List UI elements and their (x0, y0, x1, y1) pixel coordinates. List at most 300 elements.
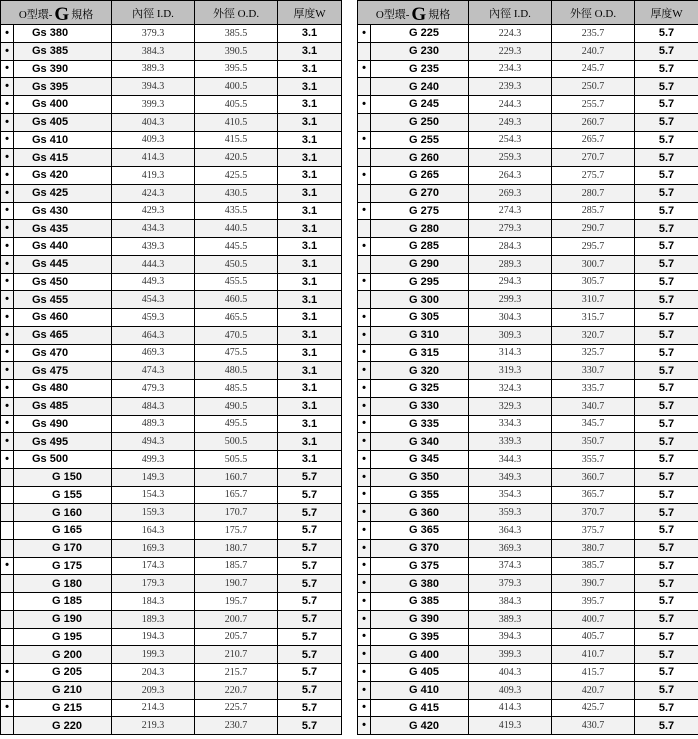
outer-diameter-value: 460.5 (195, 291, 278, 309)
outer-diameter-value: 405.5 (195, 96, 278, 114)
width-value: 5.7 (635, 433, 698, 451)
stock-mark: • (1, 451, 14, 469)
table-row (1, 522, 342, 540)
width-value: 5.7 (635, 522, 698, 540)
inner-diameter-value: 189.3 (112, 610, 195, 628)
outer-diameter-value: 215.7 (195, 664, 278, 682)
spec-code: G 155 (14, 486, 112, 504)
spec-code: G 250 (371, 113, 469, 131)
header-outer-diameter: 外徑 O.D. (552, 1, 635, 25)
inner-diameter-value: 279.3 (469, 220, 552, 238)
width-value: 5.7 (278, 717, 342, 735)
stock-mark: • (1, 380, 14, 398)
inner-diameter-value: 404.3 (469, 664, 552, 682)
inner-diameter-value: 164.3 (112, 522, 195, 540)
outer-diameter-value: 280.7 (552, 184, 635, 202)
width-value: 5.7 (278, 539, 342, 557)
inner-diameter-value: 364.3 (469, 522, 552, 540)
spec-code: G 265 (371, 167, 469, 185)
outer-diameter-value: 245.7 (552, 60, 635, 78)
width-value: 5.7 (278, 664, 342, 682)
outer-diameter-value: 250.7 (552, 78, 635, 96)
spec-code: Gs 470 (14, 344, 112, 362)
spec-code: Gs 410 (14, 131, 112, 149)
spec-code: G 405 (371, 664, 469, 682)
header-prefix: O型環- (375, 8, 410, 21)
width-value: 5.7 (635, 486, 698, 504)
outer-diameter-value: 375.7 (552, 522, 635, 540)
header-inner-diameter: 內徑 I.D. (112, 1, 195, 25)
stock-mark: • (358, 539, 371, 557)
outer-diameter-value: 255.7 (552, 96, 635, 114)
spec-code: G 180 (14, 575, 112, 593)
spec-code: G 285 (371, 238, 469, 256)
outer-diameter-value: 395.7 (552, 593, 635, 611)
o-ring-spec-table-right (357, 0, 698, 735)
spec-code: G 295 (371, 273, 469, 291)
inner-diameter-value: 499.3 (112, 451, 195, 469)
inner-diameter-value: 379.3 (469, 575, 552, 593)
inner-diameter-value: 389.3 (112, 60, 195, 78)
stock-mark: • (1, 664, 14, 682)
outer-diameter-value: 325.7 (552, 344, 635, 362)
outer-diameter-value: 330.7 (552, 362, 635, 380)
table-row (358, 539, 698, 557)
spec-code: G 300 (371, 291, 469, 309)
outer-diameter-value: 275.7 (552, 167, 635, 185)
inner-diameter-value: 319.3 (469, 362, 552, 380)
spec-code: G 270 (371, 184, 469, 202)
stock-mark: • (1, 273, 14, 291)
stock-mark: • (358, 681, 371, 699)
outer-diameter-value: 320.7 (552, 326, 635, 344)
stock-mark: • (358, 202, 371, 220)
outer-diameter-value: 430.7 (552, 717, 635, 735)
stock-mark: • (1, 96, 14, 114)
inner-diameter-value: 469.3 (112, 344, 195, 362)
spec-code: G 235 (371, 60, 469, 78)
outer-diameter-value: 390.5 (195, 42, 278, 60)
spec-code: G 325 (371, 380, 469, 398)
spec-code: Gs 420 (14, 167, 112, 185)
inner-diameter-value: 409.3 (112, 131, 195, 149)
spec-code: G 415 (371, 699, 469, 717)
spec-code: G 195 (14, 628, 112, 646)
stock-mark: • (358, 522, 371, 540)
outer-diameter-value: 340.7 (552, 397, 635, 415)
stock-mark: • (358, 433, 371, 451)
spec-code: G 375 (371, 557, 469, 575)
width-value: 5.7 (635, 291, 698, 309)
outer-diameter-value: 295.7 (552, 238, 635, 256)
inner-diameter-value: 394.3 (469, 628, 552, 646)
inner-diameter-value: 194.3 (112, 628, 195, 646)
width-value: 3.1 (278, 202, 342, 220)
width-value: 5.7 (635, 415, 698, 433)
inner-diameter-value: 349.3 (469, 468, 552, 486)
stock-mark: • (1, 344, 14, 362)
outer-diameter-value: 425.5 (195, 167, 278, 185)
spec-code: G 350 (371, 468, 469, 486)
inner-diameter-value: 209.3 (112, 681, 195, 699)
table-row (1, 717, 342, 735)
outer-diameter-value: 365.7 (552, 486, 635, 504)
width-value: 5.7 (635, 681, 698, 699)
stock-mark (1, 646, 14, 664)
width-value: 5.7 (635, 628, 698, 646)
table-row (1, 255, 342, 273)
outer-diameter-value: 400.5 (195, 78, 278, 96)
inner-diameter-value: 184.3 (112, 593, 195, 611)
table-row (1, 42, 342, 60)
width-value: 5.7 (635, 646, 698, 664)
stock-mark: • (1, 326, 14, 344)
spec-code: Gs 405 (14, 113, 112, 131)
outer-diameter-value: 420.7 (552, 681, 635, 699)
header-inner-diameter: 內徑 I.D. (469, 1, 552, 25)
spec-code: G 370 (371, 539, 469, 557)
stock-mark: • (358, 557, 371, 575)
stock-mark: • (1, 255, 14, 273)
stock-mark: • (358, 646, 371, 664)
table-header-row (1, 1, 342, 25)
spec-code: G 305 (371, 309, 469, 327)
table-row (1, 628, 342, 646)
table-row (1, 415, 342, 433)
inner-diameter-value: 444.3 (112, 255, 195, 273)
inner-diameter-value: 424.3 (112, 184, 195, 202)
spec-code: G 360 (371, 504, 469, 522)
inner-diameter-value: 439.3 (112, 238, 195, 256)
stock-mark: • (1, 415, 14, 433)
outer-diameter-value: 415.5 (195, 131, 278, 149)
width-value: 3.1 (278, 380, 342, 398)
spec-code: G 170 (14, 539, 112, 557)
outer-diameter-value: 405.7 (552, 628, 635, 646)
width-value: 5.7 (278, 681, 342, 699)
width-value: 3.1 (278, 149, 342, 167)
inner-diameter-value: 274.3 (469, 202, 552, 220)
table-row (358, 717, 698, 735)
outer-diameter-value: 495.5 (195, 415, 278, 433)
inner-diameter-value: 294.3 (469, 273, 552, 291)
stock-mark: • (1, 202, 14, 220)
spec-code: G 320 (371, 362, 469, 380)
table-row (358, 78, 698, 96)
table-row (358, 610, 698, 628)
inner-diameter-value: 269.3 (469, 184, 552, 202)
inner-diameter-value: 314.3 (469, 344, 552, 362)
inner-diameter-value: 354.3 (469, 486, 552, 504)
table-row (1, 25, 342, 43)
stock-mark: • (1, 42, 14, 60)
stock-mark: • (1, 184, 14, 202)
table-row (358, 326, 698, 344)
outer-diameter-value: 290.7 (552, 220, 635, 238)
stock-mark: • (1, 60, 14, 78)
spec-code: G 385 (371, 593, 469, 611)
width-value: 5.7 (635, 202, 698, 220)
stock-mark (1, 610, 14, 628)
outer-diameter-value: 465.5 (195, 309, 278, 327)
width-value: 3.1 (278, 220, 342, 238)
width-value: 3.1 (278, 451, 342, 469)
stock-mark: • (1, 433, 14, 451)
outer-diameter-value: 175.7 (195, 522, 278, 540)
stock-mark: • (358, 60, 371, 78)
spec-code: G 395 (371, 628, 469, 646)
stock-mark (358, 220, 371, 238)
inner-diameter-value: 149.3 (112, 468, 195, 486)
outer-diameter-value: 235.7 (552, 25, 635, 43)
outer-diameter-value: 480.5 (195, 362, 278, 380)
inner-diameter-value: 239.3 (469, 78, 552, 96)
spec-code: G 310 (371, 326, 469, 344)
spec-code: G 330 (371, 397, 469, 415)
inner-diameter-value: 484.3 (112, 397, 195, 415)
stock-mark (1, 468, 14, 486)
inner-diameter-value: 399.3 (469, 646, 552, 664)
spec-code: Gs 455 (14, 291, 112, 309)
stock-mark: • (1, 149, 14, 167)
width-value: 5.7 (635, 362, 698, 380)
stock-mark: • (358, 610, 371, 628)
inner-diameter-value: 204.3 (112, 664, 195, 682)
spec-code: G 200 (14, 646, 112, 664)
width-value: 5.7 (635, 397, 698, 415)
outer-diameter-value: 455.5 (195, 273, 278, 291)
inner-diameter-value: 359.3 (469, 504, 552, 522)
stock-mark: • (1, 220, 14, 238)
width-value: 3.1 (278, 255, 342, 273)
inner-diameter-value: 254.3 (469, 131, 552, 149)
outer-diameter-value: 450.5 (195, 255, 278, 273)
table-row (1, 220, 342, 238)
stock-mark: • (358, 362, 371, 380)
inner-diameter-value: 199.3 (112, 646, 195, 664)
table-row (1, 539, 342, 557)
stock-mark (358, 184, 371, 202)
table-row (1, 60, 342, 78)
stock-mark: • (1, 557, 14, 575)
table-row (358, 255, 698, 273)
table-row (358, 238, 698, 256)
width-value: 3.1 (278, 184, 342, 202)
table-row (358, 628, 698, 646)
width-value: 5.7 (635, 539, 698, 557)
table-row (1, 433, 342, 451)
stock-mark: • (1, 362, 14, 380)
spec-code: Gs 400 (14, 96, 112, 114)
spec-code: Gs 495 (14, 433, 112, 451)
width-value: 3.1 (278, 42, 342, 60)
width-value: 5.7 (635, 699, 698, 717)
table-row (358, 415, 698, 433)
table-row (358, 113, 698, 131)
outer-diameter-value: 390.7 (552, 575, 635, 593)
inner-diameter-value: 404.3 (112, 113, 195, 131)
outer-diameter-value: 505.5 (195, 451, 278, 469)
spec-code: Gs 430 (14, 202, 112, 220)
width-value: 5.7 (635, 664, 698, 682)
width-value: 5.7 (635, 309, 698, 327)
inner-diameter-value: 309.3 (469, 326, 552, 344)
spec-code: G 420 (371, 717, 469, 735)
inner-diameter-value: 434.3 (112, 220, 195, 238)
inner-diameter-value: 329.3 (469, 397, 552, 415)
table-row (1, 344, 342, 362)
table-row (358, 486, 698, 504)
outer-diameter-value: 425.7 (552, 699, 635, 717)
header-width: 厚度W (635, 1, 698, 25)
outer-diameter-value: 440.5 (195, 220, 278, 238)
stock-mark: • (358, 504, 371, 522)
width-value: 3.1 (278, 238, 342, 256)
stock-mark (358, 255, 371, 273)
width-value: 5.7 (278, 468, 342, 486)
inner-diameter-value: 249.3 (469, 113, 552, 131)
table-row (358, 557, 698, 575)
outer-diameter-value: 300.7 (552, 255, 635, 273)
width-value: 5.7 (635, 468, 698, 486)
table-row (358, 291, 698, 309)
outer-diameter-value: 430.5 (195, 184, 278, 202)
header-letter: G (411, 3, 427, 25)
width-value: 5.7 (635, 113, 698, 131)
inner-diameter-value: 244.3 (469, 96, 552, 114)
outer-diameter-value: 395.5 (195, 60, 278, 78)
spec-code: G 225 (371, 25, 469, 43)
stock-mark (1, 539, 14, 557)
width-value: 3.1 (278, 326, 342, 344)
header-spec-title (1, 1, 112, 25)
table-row (358, 184, 698, 202)
spec-code: G 400 (371, 646, 469, 664)
stock-mark (1, 486, 14, 504)
width-value: 5.7 (635, 273, 698, 291)
table-row (1, 96, 342, 114)
outer-diameter-value: 410.5 (195, 113, 278, 131)
inner-diameter-value: 389.3 (469, 610, 552, 628)
table-row (1, 397, 342, 415)
spec-code: Gs 490 (14, 415, 112, 433)
width-value: 5.7 (278, 522, 342, 540)
spec-code: G 160 (14, 504, 112, 522)
stock-mark: • (358, 575, 371, 593)
table-row (358, 380, 698, 398)
inner-diameter-value: 419.3 (469, 717, 552, 735)
width-value: 3.1 (278, 344, 342, 362)
stock-mark: • (358, 273, 371, 291)
width-value: 5.7 (635, 42, 698, 60)
outer-diameter-value: 475.5 (195, 344, 278, 362)
table-row (1, 557, 342, 575)
inner-diameter-value: 399.3 (112, 96, 195, 114)
table-row (358, 397, 698, 415)
outer-diameter-value: 500.5 (195, 433, 278, 451)
table-row (1, 238, 342, 256)
width-value: 3.1 (278, 397, 342, 415)
spec-code: Gs 425 (14, 184, 112, 202)
outer-diameter-value: 470.5 (195, 326, 278, 344)
width-value: 3.1 (278, 25, 342, 43)
inner-diameter-value: 219.3 (112, 717, 195, 735)
width-value: 5.7 (278, 575, 342, 593)
outer-diameter-value: 360.7 (552, 468, 635, 486)
inner-diameter-value: 154.3 (112, 486, 195, 504)
inner-diameter-value: 429.3 (112, 202, 195, 220)
spec-code: G 150 (14, 468, 112, 486)
outer-diameter-value: 445.5 (195, 238, 278, 256)
spec-code: G 335 (371, 415, 469, 433)
width-value: 5.7 (635, 344, 698, 362)
width-value: 3.1 (278, 415, 342, 433)
spec-code: Gs 435 (14, 220, 112, 238)
width-value: 5.7 (635, 451, 698, 469)
inner-diameter-value: 489.3 (112, 415, 195, 433)
table-row (358, 699, 698, 717)
width-value: 3.1 (278, 291, 342, 309)
width-value: 3.1 (278, 78, 342, 96)
stock-mark: • (358, 326, 371, 344)
inner-diameter-value: 214.3 (112, 699, 195, 717)
stock-mark: • (1, 78, 14, 96)
spec-code: Gs 480 (14, 380, 112, 398)
table-row (1, 681, 342, 699)
inner-diameter-value: 179.3 (112, 575, 195, 593)
table-row (358, 433, 698, 451)
table-row (1, 504, 342, 522)
inner-diameter-value: 419.3 (112, 167, 195, 185)
table-row (358, 202, 698, 220)
inner-diameter-value: 174.3 (112, 557, 195, 575)
inner-diameter-value: 334.3 (469, 415, 552, 433)
width-value: 5.7 (635, 717, 698, 735)
width-value: 5.7 (635, 593, 698, 611)
outer-diameter-value: 160.7 (195, 468, 278, 486)
table-row (358, 25, 698, 43)
spec-code: Gs 445 (14, 255, 112, 273)
width-value: 3.1 (278, 131, 342, 149)
outer-diameter-value: 380.7 (552, 539, 635, 557)
outer-diameter-value: 185.7 (195, 557, 278, 575)
inner-diameter-value: 229.3 (469, 42, 552, 60)
stock-mark (1, 717, 14, 735)
spec-code: G 365 (371, 522, 469, 540)
o-ring-spec-table-left (0, 0, 342, 735)
inner-diameter-value: 234.3 (469, 60, 552, 78)
spec-code: Gs 475 (14, 362, 112, 380)
table-row (358, 344, 698, 362)
stock-mark (1, 504, 14, 522)
inner-diameter-value: 169.3 (112, 539, 195, 557)
spec-code: G 230 (371, 42, 469, 60)
outer-diameter-value: 180.7 (195, 539, 278, 557)
table-row (358, 362, 698, 380)
width-value: 3.1 (278, 309, 342, 327)
table-row (358, 149, 698, 167)
outer-diameter-value: 370.7 (552, 504, 635, 522)
width-value: 3.1 (278, 273, 342, 291)
stock-mark (358, 113, 371, 131)
table-row (1, 380, 342, 398)
inner-diameter-value: 339.3 (469, 433, 552, 451)
width-value: 5.7 (635, 255, 698, 273)
width-value: 5.7 (635, 575, 698, 593)
outer-diameter-value: 265.7 (552, 131, 635, 149)
spec-code: Gs 390 (14, 60, 112, 78)
table-row (358, 60, 698, 78)
